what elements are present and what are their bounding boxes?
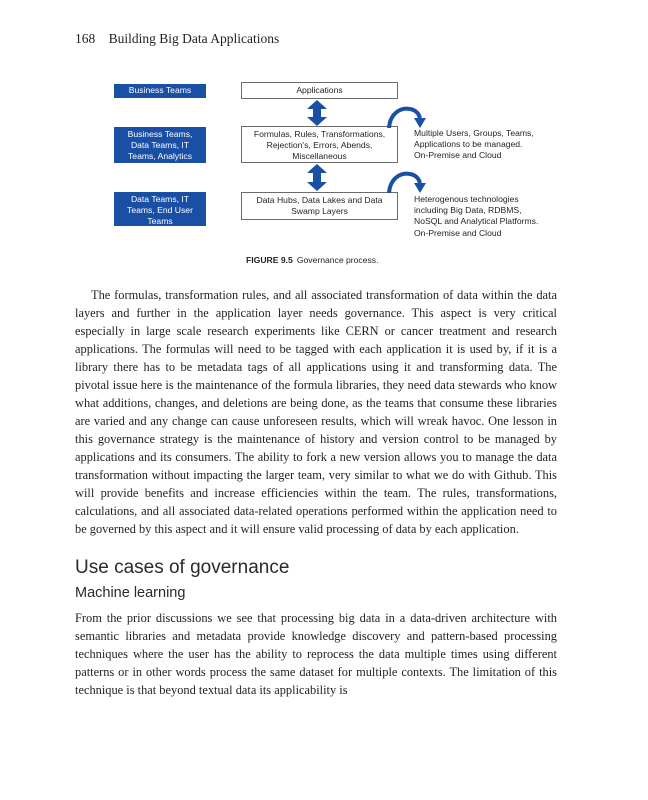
body-paragraph-2: From the prior discussions we see that processing big data in a data-driven architecture with semantic libraries and metadata provide knowledge discovery and pattern-based processing techniques where the user has the ability to reprocess the data multiple times using different patterns or in other words process the same dataset for multiple contexts. The limitation of this technique is that beyond textual data its applicability is xyxy=(75,611,557,697)
body-paragraph-1: The formulas, transformation rules, and all associated transformation of data within the data layers and further in the application layer needs governance. This aspect is very critical especially in large scale research experiments like CERN or cancer treatment and research applications. The formulas will need to be tagged with each application it is used by, if it is a library there has to be metadata tags of all applications using it and transforming data. The pivotal issue here is the maintenance of the formula libraries, they need data stewards who know what additions, changes, and deletions are being done, as the teams that consume these libraries are varied and any change can cause unforeseen results, which will wreak havoc. One lesson in this governance strategy is the maintenance of history and version control to be managed by applications and its consumers. The ability to fork a new version allows you to manage the data transformation without impacting the larger team, very similar to what we do with Github. This will provide benefits and increase efficiencies within the team. The rules, transformations, calculations, and all associated data-related operations performed within the application need to be governed by this aspect and it will ensure valid processing of data by each application. xyxy=(75,288,557,536)
page-number: 168 xyxy=(75,31,96,46)
curved-arrow-icon xyxy=(386,104,426,130)
layer-box-applications: Applications xyxy=(241,82,398,99)
subsection-heading: Machine learning xyxy=(75,585,186,601)
team-box-data-it-enduser: Data Teams, IT Teams, End User Teams xyxy=(114,192,206,226)
note-multiple-users: Multiple Users, Groups, Teams, Applications to be managed. On-Premise and Cloud xyxy=(414,128,534,161)
team-box-business-data-it-analytics: Business Teams, Data Teams, IT Teams, Analytics Teams xyxy=(114,127,206,163)
double-arrow-icon xyxy=(305,99,329,127)
caption-text: Governance process. xyxy=(296,255,379,265)
figure-caption xyxy=(246,255,379,265)
section-heading: Use cases of governance xyxy=(75,557,290,578)
team-box-business: Business Teams xyxy=(114,84,206,98)
caption-label: FIGURE 9.5 xyxy=(246,255,293,265)
note-heterogenous-technologies: Heterogenous technologies including Big Data, RDBMS, NoSQL and Analytical Platforms. On-Premise and Cloud xyxy=(414,194,539,238)
figure-governance-process xyxy=(0,0,648,270)
layer-box-data-hubs-lakes: Data Hubs, Data Lakes and Data Swamp Layers xyxy=(241,192,398,220)
book-title: Building Big Data Applications xyxy=(108,31,280,46)
double-arrow-icon xyxy=(305,163,329,192)
curved-arrow-icon xyxy=(386,169,426,195)
layer-box-formulas-rules: Formulas, Rules, Transformations, Rejection's, Errors, Abends, Miscellaneous xyxy=(241,126,398,163)
